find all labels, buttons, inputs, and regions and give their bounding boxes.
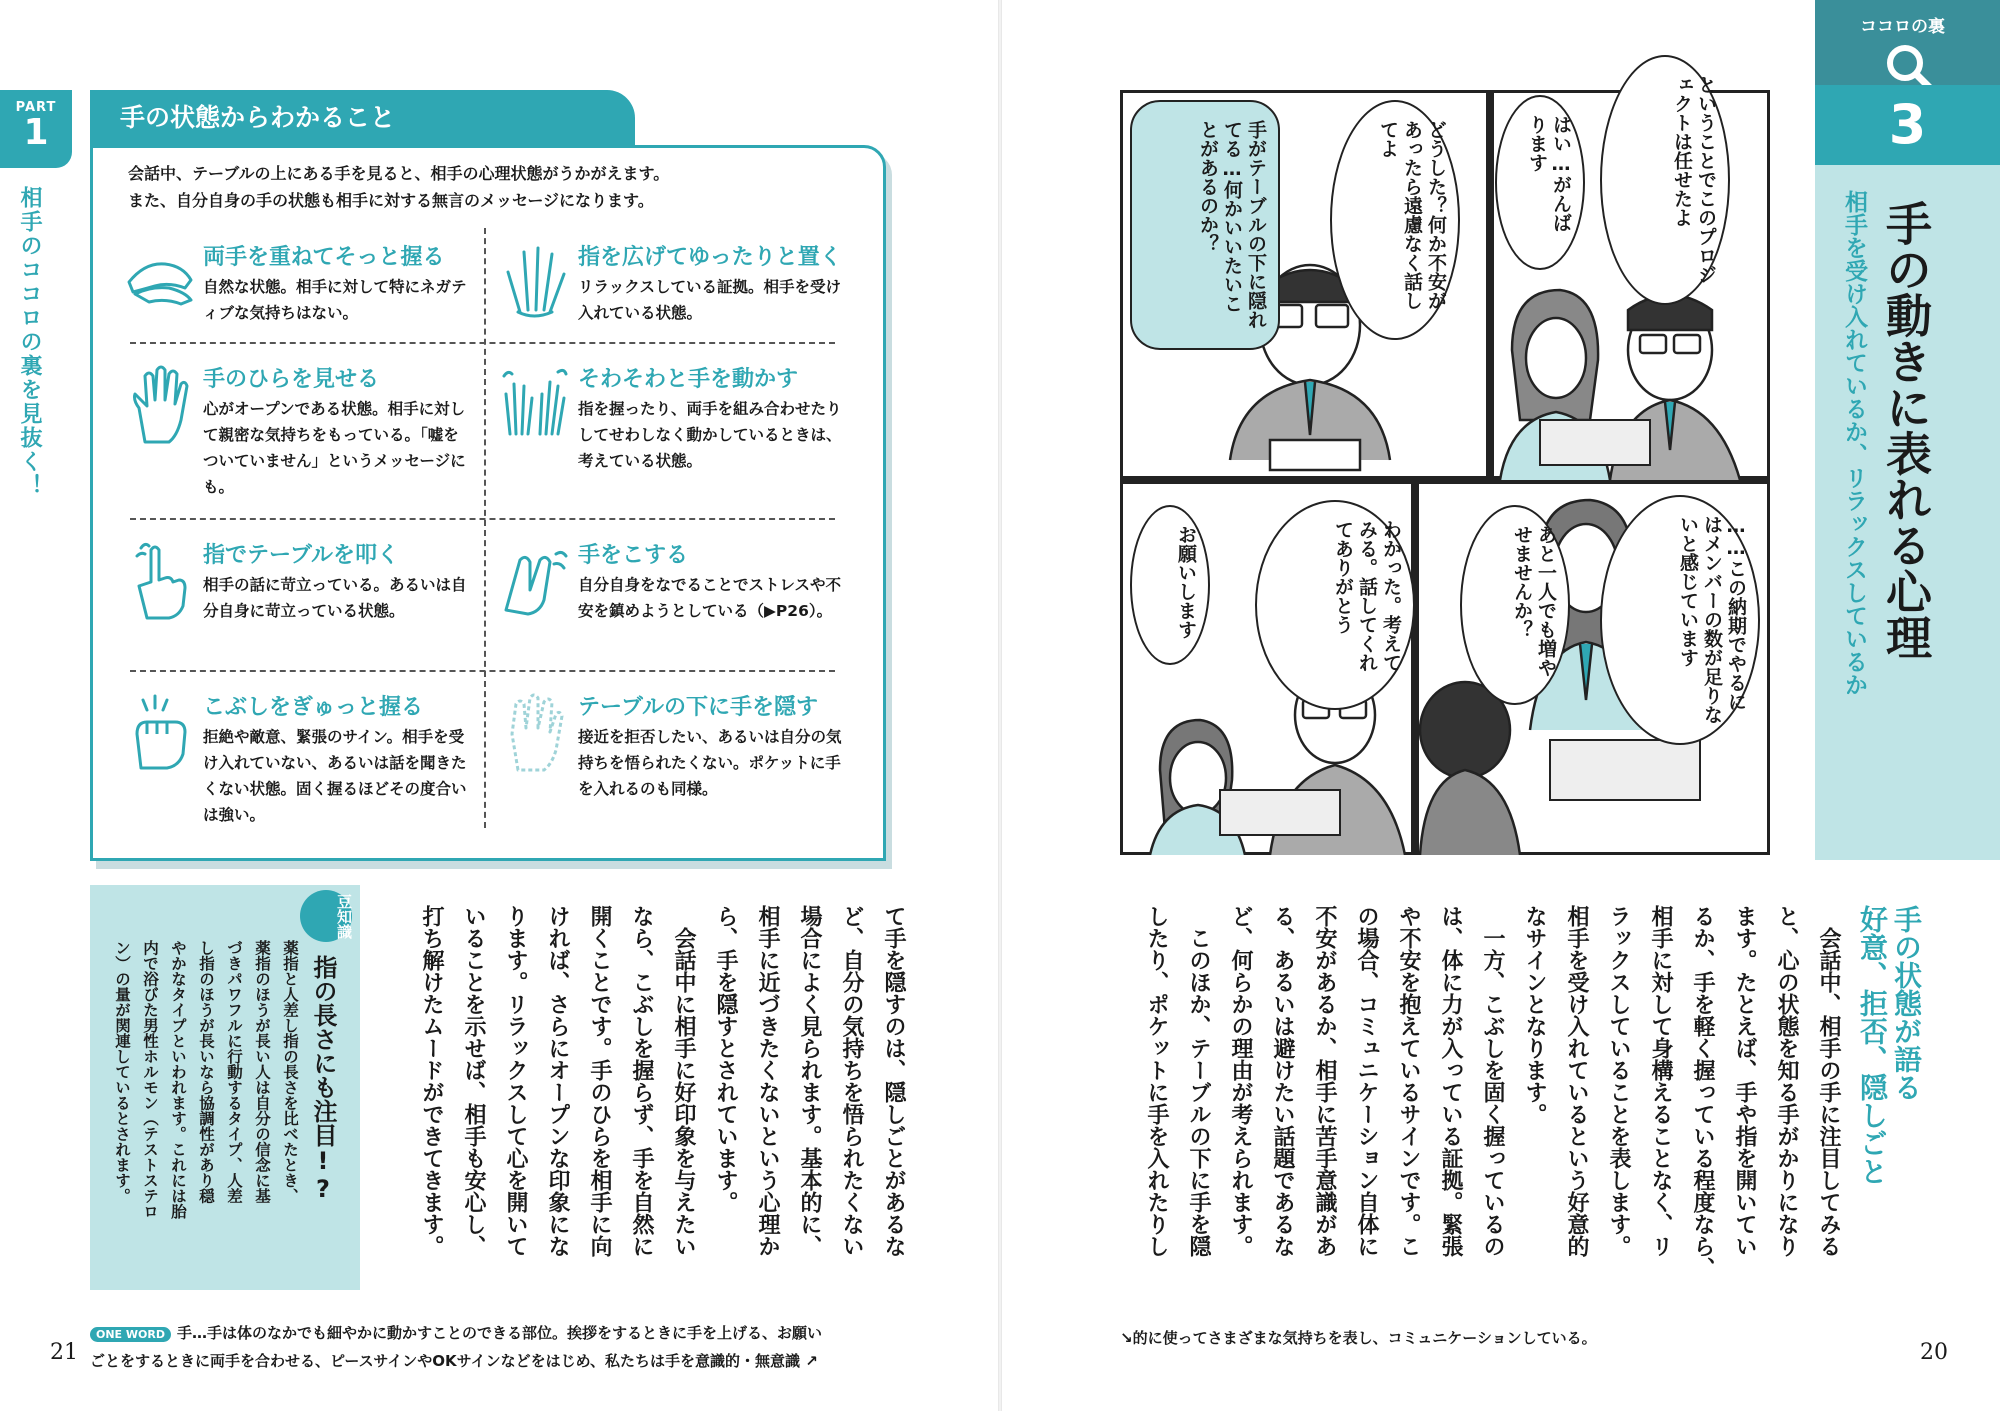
one-word-tag: ONE WORD: [90, 1327, 171, 1342]
speech-bubble: お願いします: [1130, 505, 1210, 665]
body-line: は、体に力が入っている証拠。緊張: [1438, 905, 1463, 1257]
trivia-line: ン）の量が関連しているとされます。: [113, 940, 131, 1204]
item-text: 自分自身をなでることでストレスや不安を鎮めようとしている（▶P26）。: [578, 576, 842, 620]
left-footnote: [90, 1320, 990, 1374]
body-line: て手を隠すのは、隠しごとがあるな: [881, 905, 906, 1257]
right-footnote: ↘的に使ってさまざまな気持ちを表し、コミュニケーションしている。: [1120, 1329, 1597, 1347]
body-line: 会話中に相手に好印象を与えたい: [671, 905, 696, 1257]
footnote-line: ごとをするときに両手を合わせる、ピースサインやOKサインなどをはじめ、私たちは手を意識的・無意識 ↗: [90, 1352, 818, 1370]
body-line: このほか、テーブルの下に手を隠: [1186, 905, 1211, 1257]
body-line: の場合、コミュニケーション自体に: [1354, 905, 1379, 1257]
body-line: 場合によく見られます。基本的に、: [797, 905, 822, 1257]
item-text: 指を握ったり、両手を組み合わせたりしてせわしなく動かしているときは、考えている状態。: [578, 400, 842, 470]
footnote-line: 手…手は体のなかでも細やかに動かすことのできる部位。挨拶をするときに手を上げる、お願い: [177, 1324, 823, 1342]
hand-item: [125, 690, 480, 830]
hand-item: [500, 362, 855, 502]
trivia-line: 薬指と人差し指の長さを比べたとき、: [281, 940, 299, 1204]
body-line: いることを示せば、相手も安心し、: [461, 905, 486, 1257]
section-number: 3: [1815, 85, 2000, 165]
item-title: 手のひらを見せる: [203, 367, 380, 392]
section-label: ココロの裏: [1860, 17, 1945, 37]
item-title: テーブルの下に手を隠す: [578, 695, 819, 720]
body-line: ど、自分の気持ちを悟られたくない: [839, 905, 864, 1257]
box-intro: [128, 160, 848, 214]
item-title: こぶしをぎゅっと握る: [203, 695, 424, 720]
trivia-line: し指のほうが長いなら協調性があり穏: [197, 940, 215, 1204]
clasped-hands-icon: [125, 242, 195, 322]
page-number-right: 20: [1920, 1340, 1948, 1365]
speech-bubble: あと一人でも増やせませんか？: [1460, 505, 1570, 705]
body-line: ます。たとえば、手や指を開いてい: [1732, 905, 1757, 1257]
hand-item: [125, 240, 480, 380]
item-text: 自然な状態。相手に対して特にネガティブな気持ちはない。: [203, 278, 467, 322]
speech-bubble: わかった。考えてみる。話してくれてありがとう: [1255, 500, 1415, 710]
part-tab: [0, 90, 72, 168]
column-divider: [484, 228, 486, 828]
body-line: や不安を抱えているサインです。こ: [1396, 905, 1421, 1257]
body-line: したり、ポケットに手を入れたりし: [1144, 905, 1169, 1257]
tapping-finger-icon: [125, 540, 195, 620]
body-line: 一方、こぶしを固く握っているの: [1480, 905, 1505, 1257]
main-title: 手の動きに表れる心理: [1879, 200, 1933, 660]
item-text: 接近を拒否したい、あるいは自分の気持ちを悟られたくない。ポケットに手を入れるのも同様。: [578, 728, 842, 798]
item-text: 心がオープンである状態。相手に対して親密な気持ちをもっている。「嘘をついていません」というメッセージにも。: [203, 400, 466, 496]
hand-item: [125, 538, 480, 678]
item-title: 両手を重ねてそっと握る: [203, 245, 445, 270]
right-body-text: [1135, 905, 1849, 1285]
intro-line: 会話中、テーブルの上にある手を見ると、相手の心理状態がうかがえます。: [128, 164, 670, 183]
item-title: そわそわと手を動かす: [578, 367, 799, 392]
body-line: 会話中、相手の手に注目してみる: [1816, 905, 1841, 1257]
item-text: 拒絶や敵意、緊張のサイン。相手を受け入れていない、あるいは話を聞きたくない状態。固く握るほどその度合いは強い。: [203, 728, 467, 824]
heading-line: 手の状態が語る: [1890, 905, 1923, 1101]
hand-item: [500, 240, 855, 380]
body-line: なサインとなります。: [1522, 905, 1547, 1125]
item-title: 指でテーブルを叩く: [203, 543, 400, 568]
body-line: ラックスしていることを表します。: [1606, 905, 1631, 1257]
speech-bubble: ということでこのプロジェクトは任せたよ: [1600, 55, 1730, 305]
thought-bubble: 手がテーブルの下に隠れてる…何かいいたいことがあるのか？: [1130, 100, 1280, 350]
section-heading: [1855, 905, 1923, 1185]
body-line: 相手に近づきたくないという心理か: [755, 905, 780, 1257]
body-line: ります。リラックスして心を開いて: [503, 905, 528, 1257]
part-label: PART: [15, 100, 57, 115]
hand-item: [500, 538, 855, 678]
fist-icon: [125, 692, 195, 772]
open-palm-icon: [125, 364, 195, 444]
trivia-title: 指の長さにも注目!?: [309, 955, 337, 1203]
rubbing-hands-icon: [500, 540, 570, 620]
speech-bubble: どうした？何か不安があったら遠慮なく話してよ: [1330, 100, 1460, 340]
hand-item: [500, 690, 855, 830]
part-number: 1: [23, 112, 49, 153]
speech-bubble: はい…がんばります: [1495, 95, 1585, 270]
item-text: 相手の話に苛立っている。あるいは自分自身に苛立っている状態。: [203, 576, 467, 620]
spread-fingers-icon: [500, 242, 570, 322]
trivia-body: [108, 940, 304, 1285]
body-line: なら、こぶしを握らず、手を自然に: [629, 905, 654, 1257]
hand-item: [125, 362, 480, 502]
body-line: 相手に対して身構えることなく、リ: [1648, 905, 1673, 1257]
trivia-line: づきパワフルに行動するタイプ、人差: [225, 940, 243, 1204]
body-line: 開くことです。手のひらを相手に向: [587, 905, 612, 1257]
heading-line: 好意、拒否、隠しごと: [1856, 905, 1889, 1185]
speech-bubble: ……この納期でやるにはメンバーの数が足りないと感じています: [1600, 495, 1760, 745]
hidden-hand-icon: [500, 692, 570, 772]
left-body-text: [410, 905, 914, 1285]
trivia-badge: 豆知識: [300, 890, 352, 942]
body-line: 不安があるか、相手に苦手意識があ: [1312, 905, 1337, 1257]
body-line: 打ち解けたムードができてきます。: [419, 905, 444, 1257]
page-number-left: 21: [50, 1340, 78, 1365]
body-line: る、あるいは避けたい話題であるな: [1270, 905, 1295, 1257]
item-title: 指を広げてゆったりと置く: [578, 245, 842, 270]
body-line: ら、手を隠すとされています。: [713, 905, 738, 1213]
book-spine: [998, 0, 1002, 1411]
box-title: 手の状態からわかること: [90, 90, 635, 145]
item-text: リラックスしている証拠。相手を受け入れている状態。: [578, 278, 842, 322]
trivia-line: 薬指のほうが長い人は自分の信念に基: [253, 940, 271, 1204]
trivia-line: やかなタイプといわれます。これには胎: [169, 940, 187, 1219]
intro-line: また、自分自身の手の状態も相手に対する無言のメッセージになります。: [128, 191, 654, 210]
body-line: 相手を受け入れているという好意的: [1564, 905, 1589, 1257]
body-line: ど、何らかの理由が考えられます。: [1228, 905, 1253, 1257]
body-line: ければ、さらにオープンな印象にな: [545, 905, 570, 1257]
trivia-line: 内で浴びた男性ホルモン（テストステロ: [141, 940, 159, 1219]
body-line: と、心の状態を知る手がかりになり: [1774, 905, 1799, 1257]
row-divider: [130, 518, 835, 520]
part-side-title: 相手のココロの裏を見抜く！: [17, 186, 42, 498]
fidget-hands-icon: [500, 364, 570, 444]
item-title: 手をこする: [578, 543, 689, 568]
body-line: るか、手を軽く握っている程度なら、: [1690, 905, 1715, 1279]
sub-title: 相手を受け入れているか、リラックスしているか: [1841, 190, 1867, 696]
